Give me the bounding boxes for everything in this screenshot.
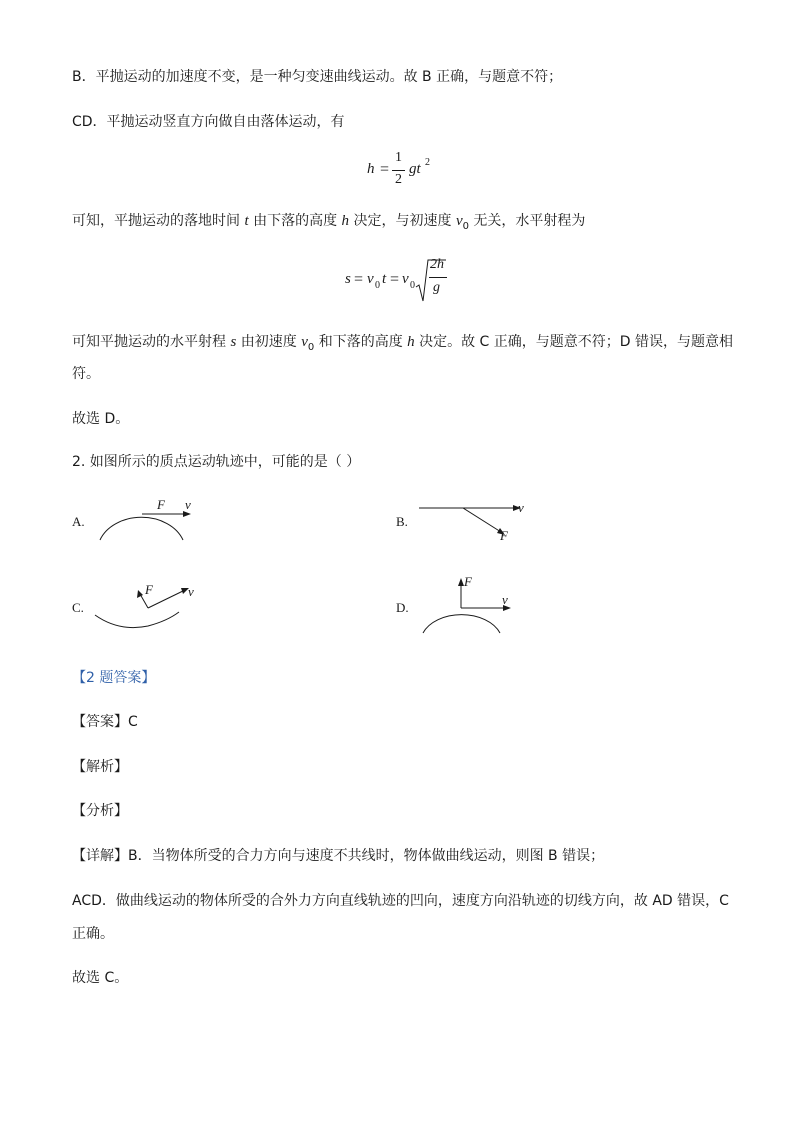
option-c-v-label: v (188, 584, 194, 599)
detail-2: ACD．做曲线运动的物体所受的合外力方向直线轨迹的凹向，速度方向沿轨迹的切线方向，故 AD 错误，C (72, 893, 729, 909)
option-c-f-label: F (145, 582, 153, 597)
option-c-figure (92, 580, 202, 632)
option-d-v-label: v (502, 592, 508, 607)
formula-range: s = v 0 t = v 0 2h g (345, 255, 455, 305)
option-d-figure (418, 572, 528, 634)
option-b-v-label: v (518, 500, 524, 515)
para-time: 可知，平抛运动的落地时间 t 由下落的高度 h 决定，与初速度 $v_0$ 无关，水平射程为 (72, 213, 586, 232)
question-2: 2. 如图所示的质点运动轨迹中，可能的是（ ） (72, 454, 361, 470)
fenxi-header: 【分析】 (72, 803, 128, 819)
option-b-label: B. (396, 514, 408, 529)
option-b-f-label: F (500, 528, 508, 543)
option-c-label: C. (72, 600, 84, 615)
para-cd: CD．平抛运动竖直方向做自由落体运动，有 (72, 114, 345, 130)
analysis-header: 【解析】 (72, 759, 128, 775)
para-b: B．平抛运动的加速度不变，是一种匀变速曲线运动。故 B 正确，与题意不符； (72, 69, 563, 85)
answer: 【答案】C (72, 714, 138, 730)
detail-1: 【详解】B．当物体所受的合力方向与速度不共线时，物体做曲线运动，则图 B 错误； (72, 848, 605, 864)
detail-2-end: 正确。 (72, 926, 114, 942)
option-d-f-label: F (464, 574, 472, 589)
option-a-figure (95, 492, 205, 542)
para-range-end: 符。 (72, 366, 100, 382)
option-a-f-label: F (157, 497, 165, 512)
para-range: 可知平抛运动的水平射程 s 由初速度 $v_0$ 和下落的高度 h 决定。故 C 正确，与题意不符；D 错误，与题意相 (72, 334, 734, 353)
option-a-v-label: v (185, 497, 191, 512)
option-d-label: D. (396, 600, 409, 615)
answer-header: 【2 题答案】 (72, 670, 156, 686)
choose-c: 故选 C。 (72, 970, 129, 986)
option-a-label: A. (72, 514, 85, 529)
choose-d: 故选 D。 (72, 411, 130, 427)
option-b-figure (418, 498, 528, 544)
